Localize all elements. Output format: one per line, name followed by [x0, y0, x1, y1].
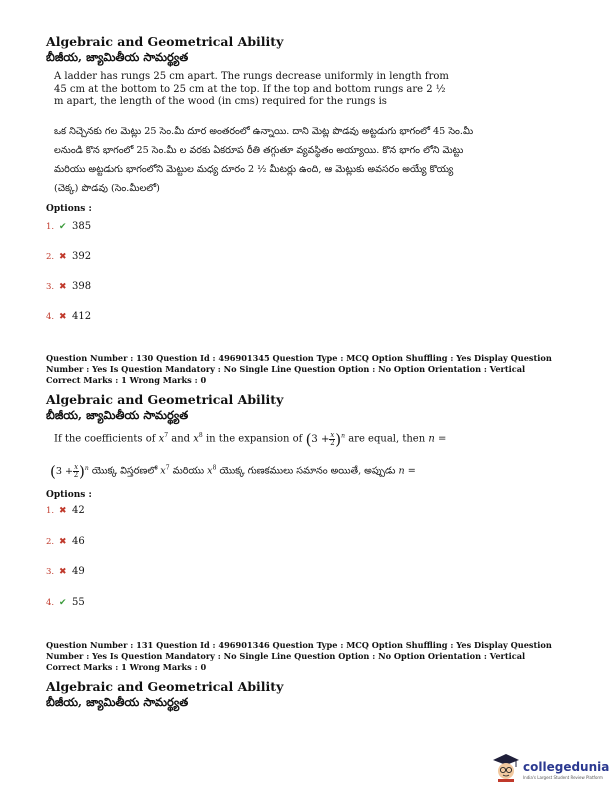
cross-icon: ✖ — [59, 505, 67, 516]
question-text-telugu: (3 + $\frac{x}{2}$ )$^n$ యొక్క విస్తరణలో $x^7$ మరియు $x^8$ యొక్క గుణకములు సమానం అయితే, అప్పుడు n = — [50, 462, 416, 480]
option-4[interactable] — [46, 597, 85, 608]
binomial-expression: (3 + $\frac{x}{2}$ )$^n$ — [50, 462, 89, 480]
cross-icon: ✖ — [59, 281, 67, 292]
section-title-telugu: బీజీయ, జ్యామితీయ సామర్థ్యత — [46, 408, 189, 422]
graduate-mascot-icon — [492, 752, 520, 782]
option-3[interactable] — [46, 566, 85, 577]
question-text-english: A ladder has rungs 25 cm apart. The rungs decrease uniformly in length from 45 cm at the bottom to 25 cm at the top. If the top and bottom rungs are 2 ½ m apart, the length of the wood (in cms) required for the rungs is — [54, 71, 449, 107]
option-number: 1. — [46, 221, 55, 232]
option-value: 392 — [72, 251, 92, 262]
section-title-telugu: బీజీయ, జ్యామితీయ సామర్థ్యత — [46, 50, 189, 64]
binomial-expression: (3 + $\frac{x}{2}$ )$^n$ — [305, 430, 346, 448]
question-meta: Question Number : 131 Question Id : 496901346 Question Type : MCQ Option Shuffling : Yes Display Question Number : Yes Is Question Mandatory : No Single Line Question Option : No Option Orientation : Vertical — [46, 640, 552, 661]
option-value: 412 — [72, 311, 92, 322]
cross-icon: ✖ — [59, 536, 67, 547]
check-icon: ✔ — [59, 221, 67, 232]
option-number: 3. — [46, 281, 55, 292]
section-title: Algebraic and Geometrical Ability — [46, 392, 284, 407]
option-1[interactable] — [46, 221, 91, 232]
option-number: 3. — [46, 566, 55, 577]
option-2[interactable] — [46, 536, 85, 547]
option-1[interactable] — [46, 505, 85, 516]
question-meta: Question Number : 130 Question Id : 496901345 Question Type : MCQ Option Shuffling : Yes Display Question Number : Yes Is Question Mandatory : No Single Line Question Option : No Option Orientation : Vertical — [46, 353, 552, 374]
collegedunia-logo — [492, 752, 610, 784]
logo-tagline: India's Largest Student Review Platform — [523, 775, 603, 780]
option-3[interactable] — [46, 281, 91, 292]
option-number: 2. — [46, 536, 55, 547]
options-label: Options : — [46, 204, 92, 214]
check-icon: ✔ — [59, 597, 67, 608]
section-title-telugu: బీజీయ, జ్యామితీయ సామర్థ్యత — [46, 695, 189, 709]
option-value: 55 — [72, 597, 85, 608]
section-title: Algebraic and Geometrical Ability — [46, 679, 284, 694]
cross-icon: ✖ — [59, 251, 67, 262]
question-text-telugu: ఒక నిచ్చెనకు గల మెట్లు 25 సెం.మీ దూర అంతరంలో ఉన్నాయి. దాని మెట్ల పొడవు అట్టడుగు భాగంలో 45 సెం.మీ లనుండి కొన భాగంలో 25 సెం.మీ ల వరకు ఏకరూప రీతి తగ్గుతూ వ్యవస్థితం అయ్యాయి. కొన భాగం లోని మెట్టు మరియు అట్టడుగు భాగంలోని మెట్టుల మధ్య దూరం 2 ½ మీటర్లు ఉంది, ఆ మెట్లుకు అవసరం అయ్యే కొయ్య (చెక్క) పొడవు (సెం.మీలలో) — [54, 126, 474, 194]
cross-icon: ✖ — [59, 566, 67, 577]
option-number: 4. — [46, 311, 55, 322]
logo-name: collegedunia — [523, 760, 610, 774]
question-marks: Correct Marks : 1 Wrong Marks : 0 — [46, 662, 207, 672]
question-text-english: If the coefficients of $x^7$ and $x^8$ in the expansion of (3 + $\frac{x}{2}$ )$^n$ are equal, then n = — [54, 430, 447, 448]
cross-icon: ✖ — [59, 311, 67, 322]
option-4[interactable] — [46, 311, 91, 322]
option-2[interactable] — [46, 251, 91, 262]
section-title: Algebraic and Geometrical Ability — [46, 34, 284, 49]
option-value: 385 — [72, 221, 92, 232]
option-value: 49 — [72, 566, 85, 577]
option-value: 42 — [72, 505, 85, 516]
option-number: 1. — [46, 505, 55, 516]
options-label: Options : — [46, 490, 92, 500]
option-value: 46 — [72, 536, 85, 547]
option-number: 2. — [46, 251, 55, 262]
option-number: 4. — [46, 597, 55, 608]
option-value: 398 — [72, 281, 92, 292]
question-marks: Correct Marks : 1 Wrong Marks : 0 — [46, 375, 207, 385]
